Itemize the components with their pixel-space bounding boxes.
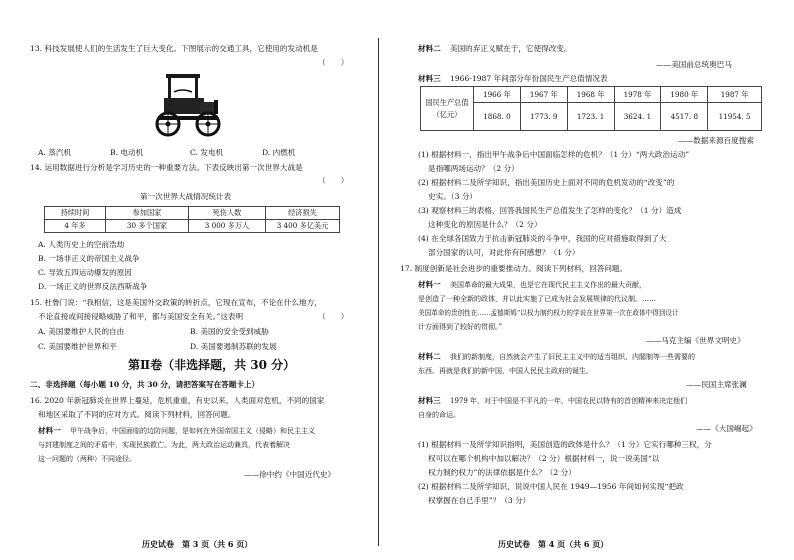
q13-option-b: B. 电动机 [110,148,144,157]
q16-material1-source: ——徐中约《中国近代史》 [244,470,336,479]
gdp-year: 1987 年 [708,87,762,103]
table-cell: 30 多个国家 [106,220,189,233]
gdp-value: 1773. 9 [520,103,567,131]
car-image [152,70,224,140]
gdp-year: 1968 年 [567,87,614,103]
q17-material1-source: ——马克主编《世界文明史》 [646,336,745,345]
gdp-row-label: 国民生产总值（亿元） [421,87,474,131]
table-header: 死伤人数 [189,207,266,220]
q14-option-d: D. 一场正义的世界反法西斯战争 [38,282,148,291]
gdp-table-source: ——数据来源百度搜索 [678,136,754,145]
q13-stem: 13. 科技发展使人们的生活发生了巨大变化。下图展示的交通工具，它使用的发动机是 [30,44,318,53]
q15-option-b: B. 美国的安全受到威胁 [190,327,269,336]
q14-table-title: 第一次世界大战情况统计表 [140,192,232,201]
q16-sub4-line1: (4) 在全球各国致力于抗击新冠肺炎的斗争中，我国的应对措施取得到了大 [418,234,667,243]
q17-material1-label: 材料一 [418,280,441,289]
gdp-value: 4517. 8 [661,103,708,131]
q16-material1-line2: 与封建制度之间的矛盾中，实现民族救亡。为此，两大政治运动兼具，代表着解决 [38,441,290,449]
left-page-footer: 历史试卷 第 3 页（共 6 页） [142,539,253,549]
q16-material2-label: 材料二 [418,44,441,53]
q17-material2-label: 材料二 [418,352,441,361]
q17-sub2-line2: 权掌握在自己手里”？（3 分） [428,496,531,505]
q16-stem-line2: 和地区采取了不同的应对方式。阅读下列材料，回答问题。 [38,410,236,419]
q17-material1-line1: 美国革命的最大成果，也是它在现代民主主义作出的最大贡献， [450,281,646,289]
page-divider [378,38,379,546]
q17-material1-line3: 美国革命的贵创性在……孟德斯鸠“以权力制约权力的学说在世界第一次在政体中得到设计 [418,309,679,317]
q16-sub1-line2: 是指哪两场运动？（2 分） [428,164,519,173]
table-header: 持续时间 [45,207,106,220]
q16-sub2-line1: (2) 根据材料二及所学知识，指出美国历史上面对不同的危机发动的“改变”的 [418,178,675,187]
q17-stem: 17. 制度创新是社会进步的重要推动力。阅读下列材料，回答问题。 [400,264,628,273]
q16-material2-source: ——美国前总统奥巴马 [656,60,732,69]
gdp-year: 1978 年 [614,87,661,103]
q15-option-a: A. 美国要维护人民的自由 [38,327,125,336]
q14-option-b: B. 一场非正义的帝国主义战争 [38,254,140,263]
q14-stem: 14. 运用数据进行分析是学习历史的一种重要方法。下表反映出第一次世界大战是 [30,163,303,172]
q17-material2-line2: 东西。再就是我们的新中国，中国人民民主政府的诞生。 [418,367,593,375]
q16-material2-text: 美国的弃正义赋在于，它使得改变。 [450,44,572,53]
table-cell: 3 400 多亿美元 [266,220,340,233]
q17-material3-line2: 自身的命运。 [418,411,460,419]
q14-option-c: C. 导致五四运动爆发的原因 [38,268,132,277]
q17-material1-line4: 计方面得到了较好的贯彻。” [418,323,503,331]
q15-option-c: C. 美国要维护世界和平 [38,342,117,351]
table-header: 经济损失 [266,207,340,220]
part2-title: 第Ⅱ卷（非选择题，共 30 分） [128,358,296,372]
q13-option-a: A. 蒸汽机 [38,148,72,157]
table-cell: 3 000 多万人 [189,220,266,233]
q14-option-a: A. 人类历史上的空前浩劫 [38,240,125,249]
gdp-value: 1723. 1 [567,103,614,131]
q15-paren: （ ） [318,312,349,321]
part2-instructions: 二、非选择题（每小题 10 分，共 30 分，请把答案写在答题卡上） [30,380,260,389]
q16-sub1-line1: (1) 根据材料一，指出甲午战争后中国面临怎样的危机？（1 分）“两大政治运动” [418,150,690,159]
gdp-year: 1980 年 [661,87,708,103]
q13-option-d: D. 内燃机 [262,148,296,157]
ww1-stats-table [44,206,340,233]
q15-option-d: D. 美国要遏制苏联的发展 [190,342,277,351]
q17-sub1-line2: 权可以在哪个机构中加以解决？（2 分）根据材料一，说一说美国“以 [428,454,660,463]
gdp-value: 3624. 1 [614,103,661,131]
left-page [0,0,378,560]
q17-sub1-line3: 权力制约权力”的法律依据是什么？（2 分） [428,468,576,477]
q16-material1-line1: 甲午战争后，中国面临的边防问题，是如何在外国帝国主义（侵略）和民主主义 [70,427,315,435]
gdp-value: 1868. 0 [474,103,521,131]
q16-stem-line1: 16. 2020 年新冠肺炎在世界上蔓延，危机重重，有史以来，人类面对危机，不同的国家 [30,396,325,405]
q14-paren: （ ） [318,176,349,185]
q17-material2-source: ——民国主席张澜 [686,380,747,389]
q16-sub2-line2: 史实。（3 分） [428,192,478,201]
q17-material2-line1: 我们的新制度，自然就会产生了旧民主主义中的适当组织、内閣制等一些需要的 [450,353,695,361]
gdp-table [420,86,762,131]
q17-material3-label: 材料三 [418,396,441,405]
q16-material1-label: 材料一 [38,426,61,435]
q13-paren: （ ） [318,58,349,67]
q17-material3-line1: 1979 年，对于中国是不平凡的一年，中国农民以特有的首创精神来决定他们 [450,397,688,405]
table-cell: 4 年多 [45,220,106,233]
q13-option-c: C. 发电机 [190,148,224,157]
right-page-footer: 历史试卷 第 4 页（共 6 页） [498,539,609,549]
gdp-value: 11954. 5 [708,103,762,131]
q17-material1-line2: 是创造了一种全新的政体，并以此实施了已成为社会发展规律的代议制。…… [418,295,656,303]
q16-sub3-line1: (3) 观察材料三的表格，回答我国民生产总值发生了怎样的变化？（1 分）造成 [418,206,682,215]
q16-sub3-line2: 这种变化的原因是什么？（2 分） [428,220,542,229]
q16-material1-line3: 这一问题的（两种）不同途径。 [38,455,136,463]
gdp-year: 1967 年 [520,87,567,103]
q17-sub2-line1: (2) 根据材料二及所学知识，说说中国人民在 1949—1956 年间如何实现“把政 [418,482,684,491]
q15-stem-line1: 15. 杜鲁门说：“我相信，这是美国外交政策的转折点，它现在宣布，不论在什么地方， [30,298,322,307]
q17-sub1-line1: (1) 根据材料一及所学知识指明，美国创造的政体是什么？（1 分）它实行哪种三权，分 [418,440,712,449]
table-header: 参加国家 [106,207,189,220]
q16-material3-label: 材料三 [418,74,441,83]
q15-stem-line2: 不论直接或间接侵略威胁了和平，都与美国安全有关。”这表明 [38,312,244,321]
right-page [386,0,794,560]
gdp-table-title: 1966-1987 年间部分年份国民生产总值情况表 [450,74,608,83]
gdp-year: 1966 年 [474,87,521,103]
q16-sub4-line2: 部分国家的认可，对此你有何感想？（1 分） [428,248,580,257]
q17-material3-source: ——《大国崛起》 [696,424,757,433]
